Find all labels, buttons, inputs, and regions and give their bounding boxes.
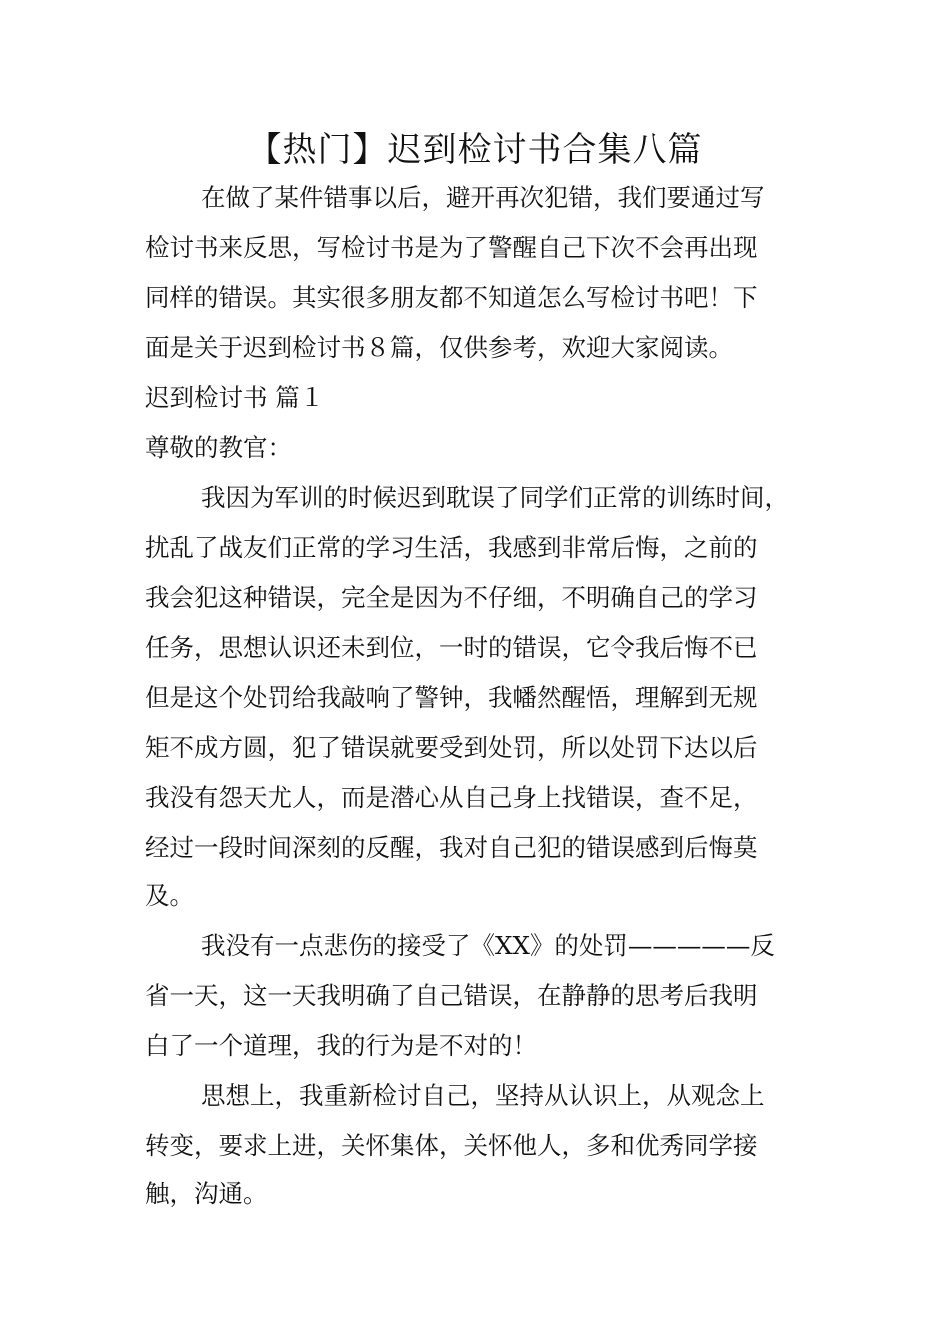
paragraph-line: 及。 (145, 881, 194, 910)
paragraph-line: 触，沟通。 (145, 1179, 268, 1208)
paragraph-line: 我会犯这种错误，完全是因为不仔细，不明确自己的学习 (145, 583, 758, 612)
section-heading: 迟到检讨书 篇１ (145, 383, 325, 412)
paragraph-line: 面是关于迟到检讨书８篇，仅供参考，欢迎大家阅读。 (145, 333, 733, 362)
paragraph-line: 任务，思想认识还未到位，一时的错误，它令我后悔不已 (145, 633, 758, 662)
paragraph-line: 同样的错误。其实很多朋友都不知道怎么写检讨书吧！下 (145, 283, 758, 312)
paragraph-line: 检讨书来反思，写检讨书是为了警醒自己下次不会再出现 (145, 233, 758, 262)
paragraph-line: 经过一段时间深刻的反醒，我对自己犯的错误感到后悔莫 (145, 833, 758, 862)
paragraph-line: 思想上，我重新检讨自己，坚持从认识上，从观念上 (201, 1081, 765, 1110)
paragraph-line: 我因为军训的时候迟到耽误了同学们正常的训练时间， (201, 483, 789, 512)
paragraph-line: 我没有一点悲伤的接受了《XX》的处罚—————反 (201, 931, 775, 960)
paragraph-line: 省一天，这一天我明确了自己错误，在静静的思考后我明 (145, 981, 758, 1010)
paragraph-line: 转变，要求上进，关怀集体，关怀他人，多和优秀同学接 (145, 1131, 758, 1160)
paragraph-line: 白了一个道理，我的行为是不对的！ (145, 1031, 537, 1060)
paragraph-line: 我没有怨天尤人，而是潜心从自己身上找错误，查不足， (145, 783, 758, 812)
paragraph-line: 但是这个处罚给我敲响了警钟，我幡然醒悟，理解到无规 (145, 683, 758, 712)
paragraph-line: 扰乱了战友们正常的学习生活，我感到非常后悔，之前的 (145, 533, 758, 562)
document-title: 【热门】迟到检讨书合集八篇 (247, 130, 703, 170)
salutation: 尊敬的教官： (145, 433, 292, 462)
paragraph-line: 在做了某件错事以后，避开再次犯错，我们要通过写 (201, 183, 765, 212)
paragraph-line: 矩不成方圆，犯了错误就要受到处罚，所以处罚下达以后 (145, 733, 758, 762)
